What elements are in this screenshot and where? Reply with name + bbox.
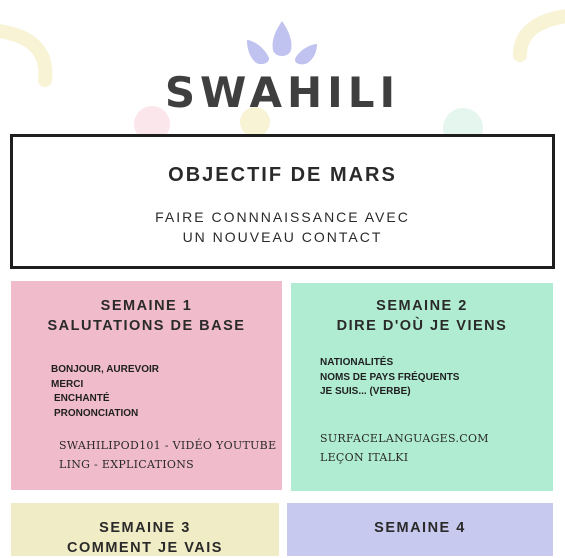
- week-4-heading: [287, 518, 553, 538]
- week-2-card: [291, 283, 553, 491]
- monthly-goal-box: [10, 134, 555, 269]
- goal-description: [13, 207, 552, 247]
- week-4-card: [287, 503, 553, 556]
- week-1-resources: [59, 436, 276, 474]
- topic-item: ENCHANTÉ: [54, 393, 110, 404]
- week-1-topics: [51, 363, 159, 421]
- week-2-topics: [320, 356, 459, 400]
- week-2-resources: [320, 429, 489, 467]
- week-1-heading: [11, 296, 282, 336]
- week-3-topic: COMMENT JE VAIS: [67, 540, 223, 556]
- topic-item: NATIONALITÉS: [320, 357, 394, 368]
- week-3-number: SEMAINE 3: [99, 520, 191, 536]
- week-1-topic: SALUTATIONS DE BASE: [47, 318, 246, 334]
- topic-item: PRONONCIATION: [54, 407, 139, 419]
- goal-line-1: FAIRE CONNNAISSANCE AVEC: [155, 209, 410, 225]
- week-2-heading: [291, 296, 553, 336]
- resource-item: SWAHILIPOD101 - VIDÉO YOUTUBE: [59, 439, 277, 452]
- page-title: SWAHILI: [164, 68, 401, 117]
- goal-line-2: UN NOUVEAU CONTACT: [182, 229, 383, 245]
- resource-item: SURFACELANGUAGES.COM: [320, 432, 489, 445]
- resource-item: LEÇON ITALKI: [320, 451, 409, 464]
- week-2-number: SEMAINE 2: [376, 298, 468, 314]
- goal-title: OBJECTIF DE MARS: [168, 164, 397, 186]
- resource-item: LING - EXPLICATIONS: [59, 458, 195, 471]
- week-1-number: SEMAINE 1: [100, 298, 193, 314]
- week-3-card: [11, 503, 279, 556]
- topic-item: JE SUIS... (VERBE): [320, 386, 411, 397]
- week-2-topic: DIRE D'OÙ JE VIENS: [336, 318, 508, 334]
- drops-icon: [243, 18, 321, 66]
- topic-item: BONJOUR, AUREVOIR: [51, 364, 159, 375]
- week-3-heading: [11, 518, 279, 558]
- topic-item: MERCI: [51, 378, 84, 390]
- topic-item: NOMS DE PAYS FRÉQUENTS: [320, 371, 460, 383]
- week-4-number: SEMAINE 4: [374, 520, 466, 536]
- week-1-card: [11, 281, 282, 490]
